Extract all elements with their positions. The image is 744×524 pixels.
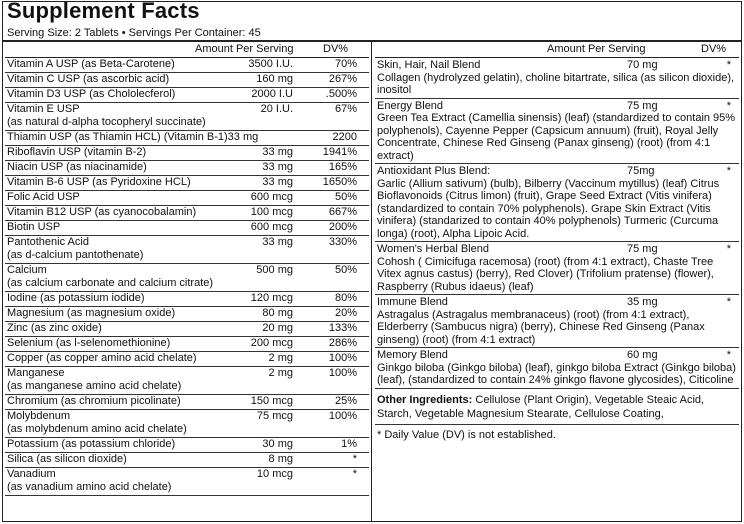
- nutrient-row: [5, 410, 369, 438]
- nutrient-source: (as d-calcium pantothenate): [7, 249, 144, 261]
- nutrient-name: Magnesium (as magnesium oxide): [7, 307, 176, 319]
- nutrient-amount: 20 mg: [262, 322, 293, 334]
- blend-name: Energy Blend: [377, 99, 444, 112]
- nutrient-dv: 80%: [334, 292, 357, 304]
- nutrient-dv: 267%: [328, 73, 357, 85]
- nutrient-dv: 1941%: [322, 146, 357, 158]
- nutrient-row: [5, 146, 369, 161]
- blend-name: Memory Blend: [377, 349, 448, 361]
- nutrient-name: Biotin USP: [7, 221, 61, 233]
- nutrient-name: Chromium (as chromium picolinate): [7, 395, 181, 407]
- nutrient-row: [5, 236, 369, 264]
- column-divider: [371, 42, 372, 521]
- nutrient-dv: .500%: [325, 88, 357, 100]
- blend-row: [375, 242, 739, 295]
- nutrient-amount: 2 mg: [268, 352, 293, 364]
- blend-ingredients: Collagen (hydrolyzed gelatin), choline bitartrate, silica (as silicon dioxide), inositol: [377, 71, 735, 96]
- nutrient-amount: 120 mcg: [250, 292, 293, 304]
- nutrient-amount: 2000 I.U: [251, 88, 293, 100]
- nutrient-source: (as vanadium amino acid chelate): [7, 481, 172, 493]
- amount-header: Amount Per Serving: [547, 43, 646, 55]
- blend-dv: *: [726, 165, 731, 177]
- label-title: Supplement Facts: [7, 0, 200, 23]
- nutrient-row: [5, 264, 369, 292]
- nutrient-row: [5, 103, 369, 131]
- nutrient-dv: 1%: [341, 438, 357, 450]
- nutrient-amount: 3500 I.U.: [248, 58, 293, 70]
- nutrient-name: Calcium: [7, 264, 47, 276]
- nutrient-amount: 100 mcg: [250, 206, 293, 218]
- nutrient-row: [5, 191, 369, 206]
- nutrient-row: [5, 453, 369, 468]
- blend-row: [375, 99, 739, 165]
- nutrient-row: [5, 131, 369, 146]
- nutrient-name: Silica (as silicon dioxide): [7, 453, 127, 465]
- nutrient-name: Vitamin B12 USP (as cyanocobalamin): [7, 206, 197, 218]
- nutrient-amount: 200 mcg: [250, 337, 293, 349]
- blend-name: Skin, Hair, Nail Blend: [377, 59, 481, 71]
- nutrient-amount: 30 mg: [262, 438, 293, 450]
- nutrient-amount: 33 mg: [262, 161, 293, 173]
- nutrient-amount: 10 mcg: [256, 468, 293, 480]
- nutrient-row: [5, 176, 369, 191]
- nutrient-name: Vitamin D3 USP (as Chololecferol): [7, 88, 176, 100]
- amount-header: Amount Per Serving: [195, 43, 294, 55]
- nutrient-amount: 600 mcg: [250, 191, 293, 203]
- nutrient-row: [5, 367, 369, 395]
- nutrient-dv: 286%: [328, 337, 357, 349]
- nutrient-amount: 150 mcg: [250, 395, 293, 407]
- nutrient-amount: 33 mg: [262, 146, 293, 158]
- blend-ingredients: Cohosh ( Cimicifuga racemosa) (root) (from 4:1 extract), Chaste Tree Vitex agnus castus) (berry), Red Clover) (Trifolium pratense) (flower), Raspberry (Rubus idaeus) (leaf): [377, 255, 714, 293]
- blend-amount: 70 mg: [627, 59, 658, 71]
- nutrient-name: Potassium (as potassium chloride): [7, 438, 176, 450]
- blend-row: [375, 295, 739, 348]
- nutrient-dv: 200%: [328, 221, 357, 233]
- nutrient-name: Niacin USP (as niacinamide): [7, 161, 147, 173]
- blend-rows: [375, 58, 739, 389]
- nutrient-name: Vitamin C USP (as ascorbic acid): [7, 73, 170, 85]
- nutrient-row: [5, 161, 369, 176]
- nutrient-dv: 50%: [334, 264, 357, 276]
- nutrient-name: Iodine (as potassium iodide): [7, 292, 145, 304]
- nutrient-dv: 50%: [334, 191, 357, 203]
- nutrient-amount: 600 mcg: [250, 221, 293, 233]
- nutrient-column-left: [5, 43, 369, 496]
- nutrient-name: Folic Acid USP: [7, 191, 80, 203]
- blend-dv: *: [726, 243, 731, 255]
- dv-header: DV%: [701, 43, 727, 55]
- nutrient-rows: [5, 58, 369, 496]
- blend-dv: *: [726, 59, 731, 71]
- nutrient-dv: 165%: [328, 161, 357, 173]
- nutrient-row: [5, 307, 369, 322]
- nutrient-dv: 133%: [328, 322, 357, 334]
- nutrient-dv: 100%: [328, 352, 357, 364]
- right-column-header: [375, 43, 739, 58]
- nutrient-amount: 160 mg: [256, 73, 293, 85]
- nutrient-name: Copper (as copper amino acid chelate): [7, 352, 197, 364]
- nutrient-row: [5, 337, 369, 352]
- nutrient-row: [5, 352, 369, 367]
- nutrient-dv: 100%: [328, 410, 357, 422]
- nutrient-row: [5, 468, 369, 496]
- blend-column-right: [375, 43, 739, 445]
- nutrient-name: Molybdenum: [7, 410, 70, 422]
- blend-row: [375, 348, 739, 389]
- thick-rule: [3, 40, 741, 42]
- other-ingredients-text: Cellulose (Plant Origin), Vegetable Steaic Acid, Starch, Vegetable Magnesium Stearate, Cellulose Coating,: [377, 393, 705, 420]
- blend-row: [375, 164, 739, 242]
- nutrient-dv: 67%: [334, 103, 357, 115]
- nutrient-dv: 25%: [334, 395, 357, 407]
- nutrient-source: (as natural d-alpha tocopheryl succinate): [7, 116, 206, 128]
- nutrient-row: [5, 73, 369, 88]
- nutrient-name: Vitamin E USP: [7, 103, 80, 115]
- other-ingredients-label: Other Ingredients:: [377, 393, 473, 406]
- blend-name: Women's Herbal Blend: [377, 243, 489, 255]
- nutrient-name: Selenium (as l-selenomethionine): [7, 337, 171, 349]
- nutrient-amount: 80 mg: [262, 307, 293, 319]
- nutrient-source: (as molybdenum amino acid chelate): [7, 423, 187, 435]
- nutrient-name: Zinc (as zinc oxide): [7, 322, 102, 334]
- nutrient-name: Pantothenic Acid: [7, 236, 89, 248]
- blend-amount: 75 mg: [627, 243, 658, 255]
- blend-name: Antioxidant Plus Blend:: [377, 165, 491, 177]
- nutrient-amount: 33 mg: [262, 236, 293, 248]
- nutrient-source: (as calcium carbonate and calcium citrate): [7, 277, 214, 289]
- nutrient-name: Vanadium: [7, 468, 56, 480]
- nutrient-row: [5, 438, 369, 453]
- nutrient-row: [5, 206, 369, 221]
- blend-amount: 75mg: [627, 165, 655, 177]
- nutrient-dv: 2200: [332, 131, 357, 143]
- blend-ingredients: Ginkgo biloba (Ginkgo biloba) (leaf), ginkgo biloba Extract (Ginkgo biloba) (leaf), (standardized to contain 24% ginkgo flavone glycosides), Citicoline: [377, 361, 736, 386]
- footnote: * Daily Value (DV) is not established.: [377, 428, 556, 441]
- nutrient-name: Vitamin B-6 USP (as Pyridoxine HCL): [7, 176, 191, 188]
- nutrient-amount: 2 mg: [268, 367, 293, 379]
- nutrient-dv: 330%: [328, 236, 357, 248]
- nutrient-row: [5, 88, 369, 103]
- nutrient-row: [5, 395, 369, 410]
- supplement-facts-label: [2, 1, 742, 522]
- nutrient-dv: 667%: [328, 206, 357, 218]
- nutrient-dv: 1650%: [322, 176, 357, 188]
- nutrient-name: Riboflavin USP (vitamin B-2): [7, 146, 147, 158]
- nutrient-dv: 20%: [334, 307, 357, 319]
- blend-amount: 35 mg: [627, 296, 658, 308]
- nutrient-row: [5, 58, 369, 73]
- nutrient-amount: 500 mg: [256, 264, 293, 276]
- left-column-header: [5, 43, 369, 58]
- blend-row: [375, 58, 739, 99]
- dv-header: DV%: [323, 43, 349, 55]
- blend-amount: 75 mg: [627, 99, 658, 112]
- blend-ingredients: Astragalus (Astragalus membranaceus) (root) (from 4:1 extract), Elderberry (Sambucus nigra) (berry), Chinese Red Ginseng (Panax ginseng) (root) (from 4:1 extract): [377, 308, 705, 346]
- nutrient-amount: 75 mcg: [256, 410, 293, 422]
- blend-ingredients: Garlic (Allium sativum) (bulb), Bilberry (Vaccinum mytillus) (leaf) Citrus Bioflavonoids (Citrus limon) (fruit), Grape Seed Extract (Vitis vinifera) (standardized to contain 70% polyphenols). Grape Skin Extract (Vitis vinifera) (standarized to contain 40% polyphenols) Turmeric (Curcuma longa) (root), Alpha Lipoic Acid.: [377, 177, 720, 240]
- other-ingredients: [375, 389, 739, 425]
- nutrient-amount: 8 mg: [268, 453, 293, 465]
- nutrient-dv: 70%: [334, 58, 357, 70]
- blend-dv: *: [726, 349, 731, 361]
- blend-name: Immune Blend: [377, 296, 448, 308]
- nutrient-dv: 100%: [328, 367, 357, 379]
- nutrient-amount: 33 mg: [262, 176, 293, 188]
- nutrient-name: Manganese: [7, 367, 65, 379]
- nutrient-source: (as manganese amino acid chelate): [7, 380, 182, 392]
- nutrient-dv: *: [352, 453, 357, 465]
- blend-dv: *: [726, 99, 731, 112]
- blend-ingredients: Green Tea Extract (Camellia sinensis) (leaf) (standardized to contain 95% polyphenols), Cayenne Pepper (Capsicum annuum) (fruit), Royal Jelly Concentrate, Chinese Red Ginseng (Panax ginseng) (root) (from 4:1 extract): [377, 112, 736, 162]
- blend-dv: *: [726, 296, 731, 308]
- serving-info: Serving Size: 2 Tablets • Servings Per Container: 45: [7, 27, 261, 39]
- blend-amount: 60 mg: [627, 349, 658, 361]
- nutrient-row: [5, 292, 369, 307]
- nutrient-name: Thiamin USP (as Thiamin HCL) (Vitamin B-1)33 mg: [7, 131, 259, 143]
- nutrient-name: Vitamin A USP (as Beta-Carotene): [7, 58, 175, 70]
- nutrient-row: [5, 221, 369, 236]
- nutrient-dv: *: [352, 468, 357, 480]
- nutrient-amount: 20 I.U.: [260, 103, 293, 115]
- nutrient-row: [5, 322, 369, 337]
